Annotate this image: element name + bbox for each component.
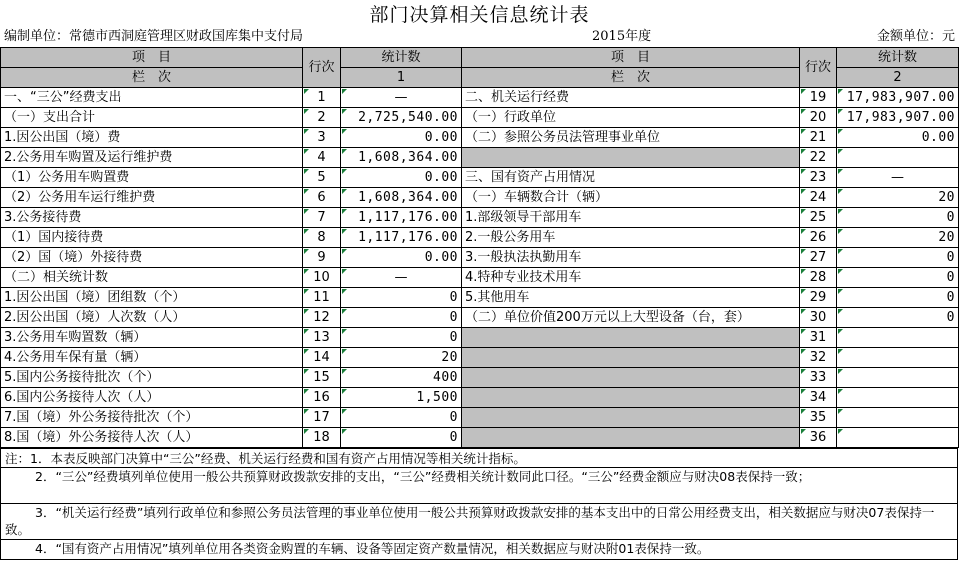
row-label-left[interactable]: 8.国（境）外公务接待人次（人）: [1, 428, 303, 448]
row-value-right[interactable]: [837, 368, 959, 388]
table-row: [1, 88, 959, 108]
row-label-right[interactable]: [462, 148, 800, 168]
row-label-left[interactable]: 2.因公出国（境）人次数（人）: [1, 308, 303, 328]
table-row: [1, 188, 959, 208]
header-rowno-right[interactable]: 行次: [800, 48, 837, 88]
row-value-left[interactable]: 0: [341, 288, 462, 308]
row-number-left[interactable]: 1: [303, 88, 341, 108]
notes-block: [0, 448, 958, 560]
row-value-left[interactable]: 20: [341, 348, 462, 368]
table-row: [1, 268, 959, 288]
table-row: [1, 228, 959, 248]
row-number-left[interactable]: 15: [303, 368, 341, 388]
row-value-left[interactable]: 1,608,364.00: [341, 188, 462, 208]
row-value-right[interactable]: 0: [837, 308, 959, 328]
row-label-left[interactable]: 5.国内公务接待批次（个）: [1, 368, 303, 388]
row-value-left[interactable]: 0.00: [341, 248, 462, 268]
row-label-right[interactable]: [462, 328, 800, 348]
row-value-left[interactable]: 0: [341, 308, 462, 328]
row-value-right[interactable]: 0.00: [837, 128, 959, 148]
row-number-right[interactable]: 31: [800, 328, 837, 348]
row-label-left[interactable]: 3.公务接待费: [1, 208, 303, 228]
row-value-left[interactable]: 1,117,176.00: [341, 208, 462, 228]
row-number-right[interactable]: 35: [800, 408, 837, 428]
note-3[interactable]: 3．“机关运行经费”填列行政单位和参照公务员法管理的事业单位使用一般公共预算财政拨款安排的基本支出中的日常公用经费支出，相关数据应与财决07表保持一致。: [5, 505, 935, 537]
row-number-right[interactable]: 23: [800, 168, 837, 188]
row-label-left[interactable]: （1）公务用车购置费: [1, 168, 303, 188]
row-value-right[interactable]: 20: [837, 188, 959, 208]
row-number-right[interactable]: 25: [800, 208, 837, 228]
row-label-left[interactable]: 2.公务用车购置及运行维护费: [1, 148, 303, 168]
row-number-right[interactable]: 27: [800, 248, 837, 268]
row-number-right[interactable]: 29: [800, 288, 837, 308]
row-label-right[interactable]: 5.其他用车: [462, 288, 800, 308]
header-col1[interactable]: 1: [341, 68, 462, 88]
header-row: [1, 48, 959, 68]
header-column-right[interactable]: 栏 次: [462, 68, 800, 88]
fiscal-year: 2015年度: [592, 29, 652, 44]
row-value-right[interactable]: 17,983,907.00: [837, 108, 959, 128]
row-label-left[interactable]: 1.因公出国（境）费: [1, 128, 303, 148]
row-number-right[interactable]: 20: [800, 108, 837, 128]
row-label-left[interactable]: （2）公务用车运行维护费: [1, 188, 303, 208]
row-value-right[interactable]: [837, 348, 959, 368]
row-number-left[interactable]: 9: [303, 248, 341, 268]
row-label-right[interactable]: [462, 428, 800, 448]
row-label-left[interactable]: 1.因公出国（境）团组数（个）: [1, 288, 303, 308]
row-number-left[interactable]: 17: [303, 408, 341, 428]
row-number-left[interactable]: 4: [303, 148, 341, 168]
row-value-left[interactable]: 1,608,364.00: [341, 148, 462, 168]
row-number-right[interactable]: 30: [800, 308, 837, 328]
row-number-left[interactable]: 8: [303, 228, 341, 248]
note-2[interactable]: 2．“三公”经费填列单位使用一般公共预算财政拨款安排的支出，“三公”经费相关统计数同此口径。“三公”经费金额应与财决08表保持一致；: [35, 469, 811, 484]
row-label-right[interactable]: （二）参照公务员法管理事业单位: [462, 128, 800, 148]
row-value-right[interactable]: [837, 408, 959, 428]
page-title: 部门决算相关信息统计表: [369, 4, 590, 26]
row-number-right[interactable]: 33: [800, 368, 837, 388]
row-value-left[interactable]: 1,117,176.00: [341, 228, 462, 248]
row-label-right[interactable]: （一）车辆数合计（辆）: [462, 188, 800, 208]
row-label-right[interactable]: [462, 368, 800, 388]
row-number-right[interactable]: 19: [800, 88, 837, 108]
row-label-right[interactable]: （一）行政单位: [462, 108, 800, 128]
row-value-left[interactable]: 0: [341, 428, 462, 448]
row-label-left[interactable]: （一）支出合计: [1, 108, 303, 128]
row-number-right[interactable]: 26: [800, 228, 837, 248]
header-item-left[interactable]: 项 目: [1, 48, 303, 68]
row-value-left[interactable]: —: [341, 88, 462, 108]
row-label-right[interactable]: [462, 408, 800, 428]
row-label-left[interactable]: 7.国（境）外公务接待批次（个）: [1, 408, 303, 428]
row-number-left[interactable]: 6: [303, 188, 341, 208]
table-row: [1, 148, 959, 168]
row-number-left[interactable]: 12: [303, 308, 341, 328]
row-value-right[interactable]: [837, 428, 959, 448]
table-row: [1, 288, 959, 308]
header-stat-left[interactable]: 统计数: [341, 48, 462, 68]
row-label-left[interactable]: 3.公务用车购置数（辆）: [1, 328, 303, 348]
row-value-right[interactable]: 0: [837, 208, 959, 228]
table-row: [1, 308, 959, 328]
row-value-right[interactable]: 17,983,907.00: [837, 88, 959, 108]
row-value-right[interactable]: [837, 388, 959, 408]
row-number-left[interactable]: 7: [303, 208, 341, 228]
table-row: [1, 168, 959, 188]
row-value-right[interactable]: 0: [837, 248, 959, 268]
row-value-left[interactable]: 2,725,540.00: [341, 108, 462, 128]
row-number-left[interactable]: 3: [303, 128, 341, 148]
table-row: [1, 408, 959, 428]
row-value-right[interactable]: [837, 328, 959, 348]
row-value-right[interactable]: 0: [837, 268, 959, 288]
row-label-left[interactable]: （1）国内接待费: [1, 228, 303, 248]
table-row: [1, 388, 959, 408]
row-number-right[interactable]: 24: [800, 188, 837, 208]
header-rowno-left[interactable]: 行次: [303, 48, 341, 88]
row-label-right[interactable]: 4.特种专业技术用车: [462, 268, 800, 288]
row-number-left[interactable]: 10: [303, 268, 341, 288]
table-row: [1, 128, 959, 148]
header-col2[interactable]: 2: [837, 68, 959, 88]
row-label-left[interactable]: 6.国内公务接待人次（人）: [1, 388, 303, 408]
table-row: [1, 328, 959, 348]
header-column-left[interactable]: 栏 次: [1, 68, 303, 88]
table-row: [1, 348, 959, 368]
row-number-right[interactable]: 28: [800, 268, 837, 288]
row-value-left[interactable]: 0.00: [341, 168, 462, 188]
row-number-left[interactable]: 11: [303, 288, 341, 308]
row-value-right[interactable]: 20: [837, 228, 959, 248]
table-row: [1, 368, 959, 388]
row-value-left[interactable]: 0.00: [341, 128, 462, 148]
header-stat-right[interactable]: 统计数: [837, 48, 959, 68]
row-label-right[interactable]: [462, 348, 800, 368]
row-number-right[interactable]: 22: [800, 148, 837, 168]
row-label-left[interactable]: （二）相关统计数: [1, 268, 303, 288]
row-value-right[interactable]: —: [837, 168, 959, 188]
row-label-right[interactable]: 2.一般公务用车: [462, 228, 800, 248]
table-row: [1, 208, 959, 228]
row-number-left[interactable]: 2: [303, 108, 341, 128]
row-label-right[interactable]: 1.部级领导干部用车: [462, 208, 800, 228]
row-number-right[interactable]: 21: [800, 128, 837, 148]
row-label-right[interactable]: [462, 388, 800, 408]
row-number-left[interactable]: 14: [303, 348, 341, 368]
table-row: [1, 248, 959, 268]
row-label-left[interactable]: （2）国（境）外接待费: [1, 248, 303, 268]
row-label-right[interactable]: 二、机关运行经费: [462, 88, 800, 108]
header-item-right[interactable]: 项 目: [462, 48, 800, 68]
table-row: [1, 428, 959, 448]
row-value-left[interactable]: —: [341, 268, 462, 288]
row-value-left[interactable]: 0: [341, 328, 462, 348]
row-value-left[interactable]: 0: [341, 408, 462, 428]
row-number-right[interactable]: 36: [800, 428, 837, 448]
row-label-right[interactable]: 3.一般执法执勤用车: [462, 248, 800, 268]
row-label-right[interactable]: 三、国有资产占用情况: [462, 168, 800, 188]
statistics-table: [0, 47, 959, 448]
row-number-right[interactable]: 32: [800, 348, 837, 368]
note-1[interactable]: 注：1．本表反映部门决算中“三公”经费、机关运行经费和国有资产占用情况等相关统计指标。: [5, 451, 526, 466]
row-value-right[interactable]: 0: [837, 288, 959, 308]
table-row: [1, 108, 959, 128]
row-number-right[interactable]: 34: [800, 388, 837, 408]
row-label-left[interactable]: 4.公务用车保有量（辆）: [1, 348, 303, 368]
note-4[interactable]: 4．“国有资产占用情况”填列单位用各类资金购置的车辆、设备等固定资产数量情况，相关数据应与财决附01表保持一致。: [35, 541, 710, 556]
compiling-unit: 编制单位：常德市西洞庭管理区财政国库集中支付局: [4, 29, 304, 44]
row-number-left[interactable]: 18: [303, 428, 341, 448]
row-value-left[interactable]: 1,500: [341, 388, 462, 408]
row-label-right[interactable]: （二）单位价值200万元以上大型设备（台，套）: [462, 308, 800, 328]
row-value-right[interactable]: [837, 148, 959, 168]
row-number-left[interactable]: 13: [303, 328, 341, 348]
row-number-left[interactable]: 16: [303, 388, 341, 408]
row-label-left[interactable]: 一、“三公”经费支出: [1, 88, 303, 108]
row-number-left[interactable]: 5: [303, 168, 341, 188]
row-value-left[interactable]: 400: [341, 368, 462, 388]
amount-unit: 金额单位：元: [876, 29, 955, 44]
